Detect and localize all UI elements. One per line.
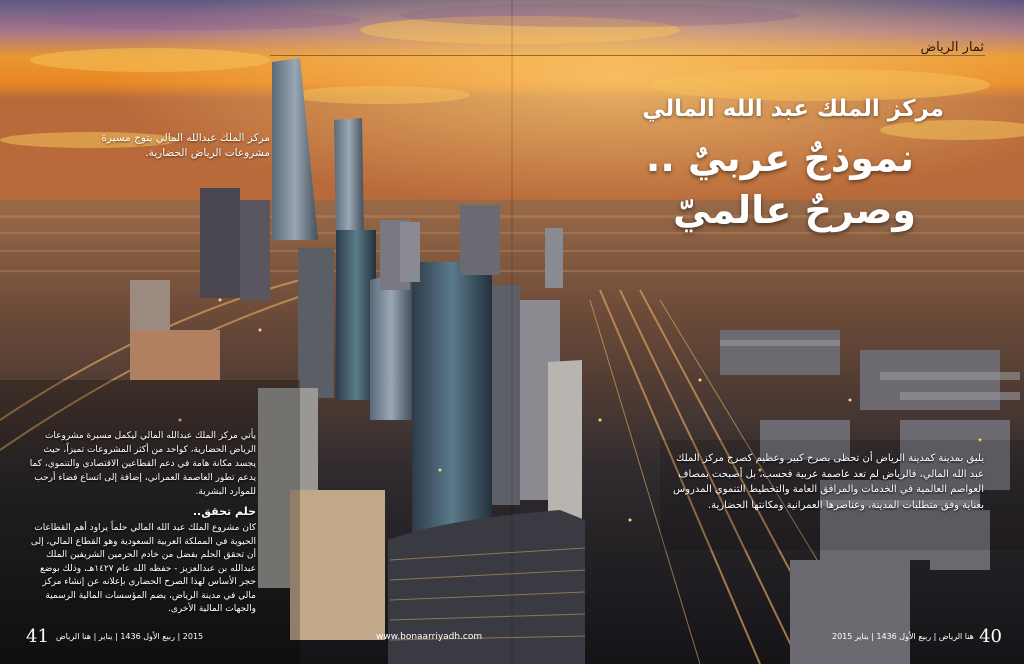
issue-info-right: هنا الرياض | ربيع الأول 1436 | يناير 2015 xyxy=(832,632,974,641)
page-number-right: 40 xyxy=(979,626,1002,647)
body-text-right: يليق بمدينة كمدينة الرياض أن تحظى بصرح كبير وعظيم كصرح مركز الملك عبد الله المالي، فالرياض لم تعد عاصمة عربية فحسب، بل أصبحت بمصاف العواصم العالمية في الخدمات والمرافق العامة والتخطيط التنموي المدروس بعناية وفق متطلبات المدينة، وعناصرها العمرانية ومكانتها الحضارية. xyxy=(673,453,984,511)
article-kicker: مركز الملك عبد الله المالي xyxy=(642,96,944,122)
website-url[interactable]: www.bonaarriyadh.com xyxy=(376,632,483,642)
body-text-left-intro: يأتي مركز الملك عبدالله المالي ليكمل مسيرة مشروعات الرياض الحضارية، كواحد من أكثر المشروعات تميزاً، حيث يجسد مكانة هامة في دعم القطاعين الاقتصادي والتنموي، كما يدعم تطور العاصمة العمراني، إضافة إلى اتساع فضاء أرحب للموارد البشرية. xyxy=(29,431,256,497)
subheading: حلم تحقق.. xyxy=(192,505,256,518)
page-number-left: 41 xyxy=(26,626,49,647)
headline-line-1: نموذجٌ عربيٌ .. xyxy=(645,136,914,180)
headline-line-2: وصرحٌ عالميّ xyxy=(672,188,916,232)
body-text-left-continued: كان مشروع الملك عبد الله المالي حلماً يراود أهم القطاعات الحيوية في المملكة العربية السعودية وهو القطاع المالي، إلى أن تحقق الحلم بفضل من خادم الحرمين الشريفين الملك عبدالله بن عبدالعزيز - حفظه الله عام ١٤٢٧هـ، وذلك بوضع حجر الأساس لهذا الصرح الحضاري بإعلانه عن إنشاء مركز مالي في مدينة الرياض، يضم المؤسسات المالية الرسمية والجهات المالية الأخرى. xyxy=(30,523,256,614)
header-rule xyxy=(270,55,985,56)
section-label: ثمار الرياض xyxy=(920,40,984,55)
photo-caption: مركز الملك عبدالله المالي يتوج مسيرة مشروعات الرياض الحضارية. xyxy=(101,132,270,159)
issue-info-left: 2015 | ربيع الأول 1436 | يناير | هنا الرياض xyxy=(56,632,204,641)
